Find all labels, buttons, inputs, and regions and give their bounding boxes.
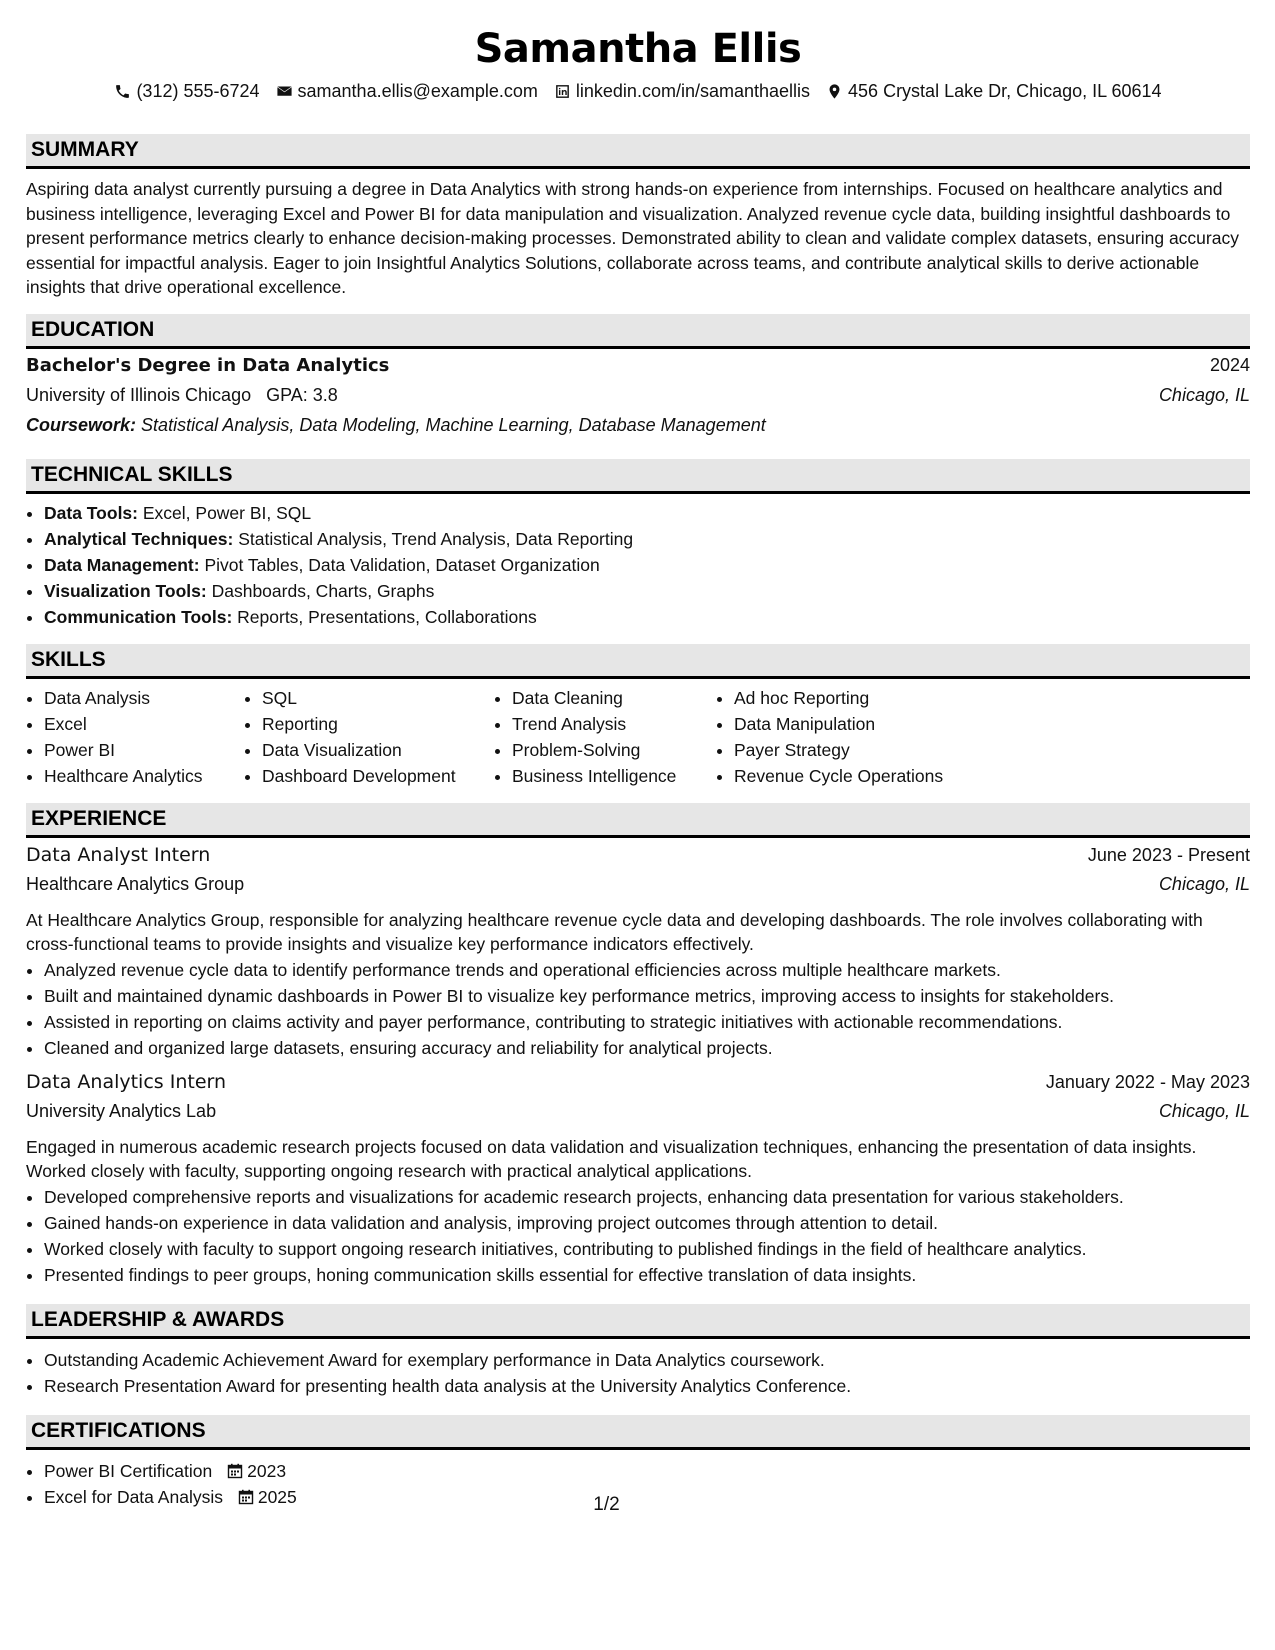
skills-grid bbox=[26, 685, 1250, 789]
list-item: • Revenue Cycle Operations bbox=[734, 763, 984, 789]
technical-skills-heading: TECHNICAL SKILLS bbox=[26, 459, 1250, 494]
job-location: Chicago, IL bbox=[1158, 873, 1250, 894]
map-marker-icon bbox=[826, 83, 843, 100]
list-item: • Excel bbox=[44, 711, 244, 737]
list-item: • Healthcare Analytics bbox=[44, 763, 244, 789]
summary-heading: SUMMARY bbox=[26, 134, 1250, 169]
job-title: Data Analyst Intern bbox=[26, 843, 211, 866]
list-item: • Ad hoc Reporting bbox=[734, 685, 984, 711]
job-dates: June 2023 - Present bbox=[1087, 844, 1250, 865]
contact-linkedin[interactable] bbox=[554, 81, 810, 102]
list-item bbox=[44, 500, 1250, 526]
education-heading: EDUCATION bbox=[26, 314, 1250, 349]
linkedin-icon bbox=[554, 83, 571, 100]
skill-category: Data Management: bbox=[44, 554, 200, 575]
list-item: • Payer Strategy bbox=[734, 737, 984, 763]
job-description: Engaged in numerous academic research projects focused on data validation and visualization techniques, enhancing the presentation of data insights. Worked closely with faculty, supporting ongoing research with practical analytical applications. bbox=[26, 1136, 1197, 1181]
list-item: • Cleaned and organized large datasets, ensuring accuracy and reliability for analytical projects. bbox=[44, 1035, 1250, 1061]
phone-text: (312) 555-6724 bbox=[136, 80, 260, 101]
envelope-icon bbox=[276, 83, 293, 100]
skill-category: Communication Tools: bbox=[44, 606, 233, 627]
list-item bbox=[44, 1458, 1250, 1484]
skill-category: Analytical Techniques: bbox=[44, 528, 234, 549]
list-item bbox=[44, 552, 1250, 578]
coursework-line bbox=[26, 415, 1250, 445]
coursework-label: Coursework: bbox=[26, 414, 137, 435]
job-bullets bbox=[26, 957, 1250, 1061]
phone-icon bbox=[114, 83, 131, 100]
list-item: • Research Presentation Award for presenting health data analysis at the University Analytics Conference. bbox=[44, 1373, 1250, 1399]
contact-phone[interactable] bbox=[114, 81, 259, 102]
page-number: 1/2 bbox=[593, 1494, 620, 1515]
list-item: • Assisted in reporting on claims activity and payer performance, contributing to strategic initiatives with actionable recommendations. bbox=[44, 1009, 1250, 1035]
skill-values: Dashboards, Charts, Graphs bbox=[211, 580, 435, 601]
candidate-name: Samantha Ellis bbox=[474, 26, 802, 72]
list-item: • Problem-Solving bbox=[512, 737, 716, 763]
contact-email[interactable] bbox=[276, 81, 538, 102]
skill-values: Reports, Presentations, Collaborations bbox=[237, 606, 537, 627]
technical-skills-list bbox=[26, 500, 1250, 630]
summary-text: Aspiring data analyst currently pursuing a degree in Data Analytics with strong hands-on experience from internships. Focused on healthcare analytics and business intelligence, leveraging Excel and Power BI for data manipulation and visualization. Analyzed revenue cycle data, building insightful dashboards to present performance metrics clearly to enhance decision-making processes. Demonstrated ability to clean and validate complex datasets, ensuring accuracy essential for impactful analysis. Eager to join Insightful Analytics Solutions, collaborate across teams, and contribute analytical skills to derive actionable insights that drive operational excellence. bbox=[26, 179, 1239, 297]
education-year: 2024 bbox=[1209, 354, 1250, 375]
skill-category: Data Tools: bbox=[44, 502, 138, 523]
skill-values: Excel, Power BI, SQL bbox=[142, 502, 312, 523]
skill-values: Pivot Tables, Data Validation, Dataset Organization bbox=[204, 554, 600, 575]
certification-year: 2025 bbox=[257, 1486, 297, 1507]
list-item: • Trend Analysis bbox=[512, 711, 716, 737]
job-location: Chicago, IL bbox=[1158, 1100, 1250, 1121]
list-item: • Power BI bbox=[44, 737, 244, 763]
contact-address bbox=[826, 81, 1162, 102]
skills-column bbox=[26, 685, 244, 789]
linkedin-text: linkedin.com/in/samanthaellis bbox=[575, 80, 811, 101]
education-entry bbox=[26, 355, 1250, 445]
list-item: • SQL bbox=[262, 685, 494, 711]
job-entry bbox=[26, 1071, 1250, 1288]
list-item bbox=[44, 578, 1250, 604]
list-item: • Reporting bbox=[262, 711, 494, 737]
list-item: • Data Visualization bbox=[262, 737, 494, 763]
list-item: • Outstanding Academic Achievement Award for exemplary performance in Data Analytics coursework. bbox=[44, 1347, 1250, 1373]
school-name: University of Illinois Chicago bbox=[26, 384, 252, 405]
coursework-list: Statistical Analysis, Data Modeling, Machine Learning, Database Management bbox=[141, 414, 766, 435]
company-name: University Analytics Lab bbox=[26, 1100, 217, 1121]
degree-title: Bachelor's Degree in Data Analytics bbox=[26, 354, 390, 376]
certification-name: Excel for Data Analysis bbox=[44, 1486, 223, 1507]
skill-category: Visualization Tools: bbox=[44, 580, 207, 601]
skills-column bbox=[494, 685, 716, 789]
certification-year: 2023 bbox=[247, 1460, 287, 1481]
leadership-list bbox=[26, 1347, 1250, 1399]
job-entry bbox=[26, 844, 1250, 1061]
list-item: • Developed comprehensive reports and visualizations for academic research projects, enhancing data presentation for various stakeholders. bbox=[44, 1184, 1250, 1210]
leadership-heading: LEADERSHIP & AWARDS bbox=[26, 1304, 1250, 1339]
skills-column bbox=[244, 685, 494, 789]
skills-heading: SKILLS bbox=[26, 644, 1250, 679]
company-name: Healthcare Analytics Group bbox=[26, 873, 245, 894]
list-item: • Dashboard Development bbox=[262, 763, 494, 789]
list-item: • Data Manipulation bbox=[734, 711, 984, 737]
skills-column bbox=[716, 685, 984, 789]
contact-bar bbox=[26, 78, 1250, 104]
list-item: • Presented findings to peer groups, honing communication skills essential for effective translation of data insights. bbox=[44, 1262, 1250, 1288]
certification-name: Power BI Certification bbox=[44, 1460, 213, 1481]
address-text: 456 Crystal Lake Dr, Chicago, IL 60614 bbox=[848, 80, 1162, 101]
job-dates: January 2022 - May 2023 bbox=[1045, 1071, 1250, 1092]
email-text: samantha.ellis@example.com bbox=[297, 80, 538, 101]
list-item: • Built and maintained dynamic dashboards in Power BI to visualize key performance metrics, improving access to insights for stakeholders. bbox=[44, 983, 1250, 1009]
list-item bbox=[44, 604, 1250, 630]
list-item: • Data Cleaning bbox=[512, 685, 716, 711]
list-item bbox=[44, 526, 1250, 552]
calendar-icon bbox=[227, 1463, 243, 1479]
resume-page bbox=[26, 0, 1250, 1510]
certifications-heading: CERTIFICATIONS bbox=[26, 1415, 1250, 1450]
experience-heading: EXPERIENCE bbox=[26, 803, 1250, 838]
school-line bbox=[26, 385, 338, 406]
job-description: At Healthcare Analytics Group, responsible for analyzing healthcare revenue cycle data and developing dashboards. The role involves collaborating with cross-functional teams to provide insights and visualize key performance indicators effectively. bbox=[26, 909, 1203, 954]
gpa: GPA: 3.8 bbox=[266, 384, 338, 405]
list-item: • Business Intelligence bbox=[512, 763, 716, 789]
job-bullets bbox=[26, 1184, 1250, 1288]
list-item: • Worked closely with faculty to support ongoing research initiatives, contributing to published findings in the field of healthcare analytics. bbox=[44, 1236, 1250, 1262]
list-item: • Analyzed revenue cycle data to identify performance trends and operational efficiencies across multiple healthcare markets. bbox=[44, 957, 1250, 983]
list-item: • Gained hands-on experience in data validation and analysis, improving project outcomes through attention to detail. bbox=[44, 1210, 1250, 1236]
job-title: Data Analytics Intern bbox=[26, 1070, 227, 1093]
education-location: Chicago, IL bbox=[1158, 384, 1250, 405]
list-item: • Data Analysis bbox=[44, 685, 244, 711]
skill-values: Statistical Analysis, Trend Analysis, Data Reporting bbox=[238, 528, 634, 549]
